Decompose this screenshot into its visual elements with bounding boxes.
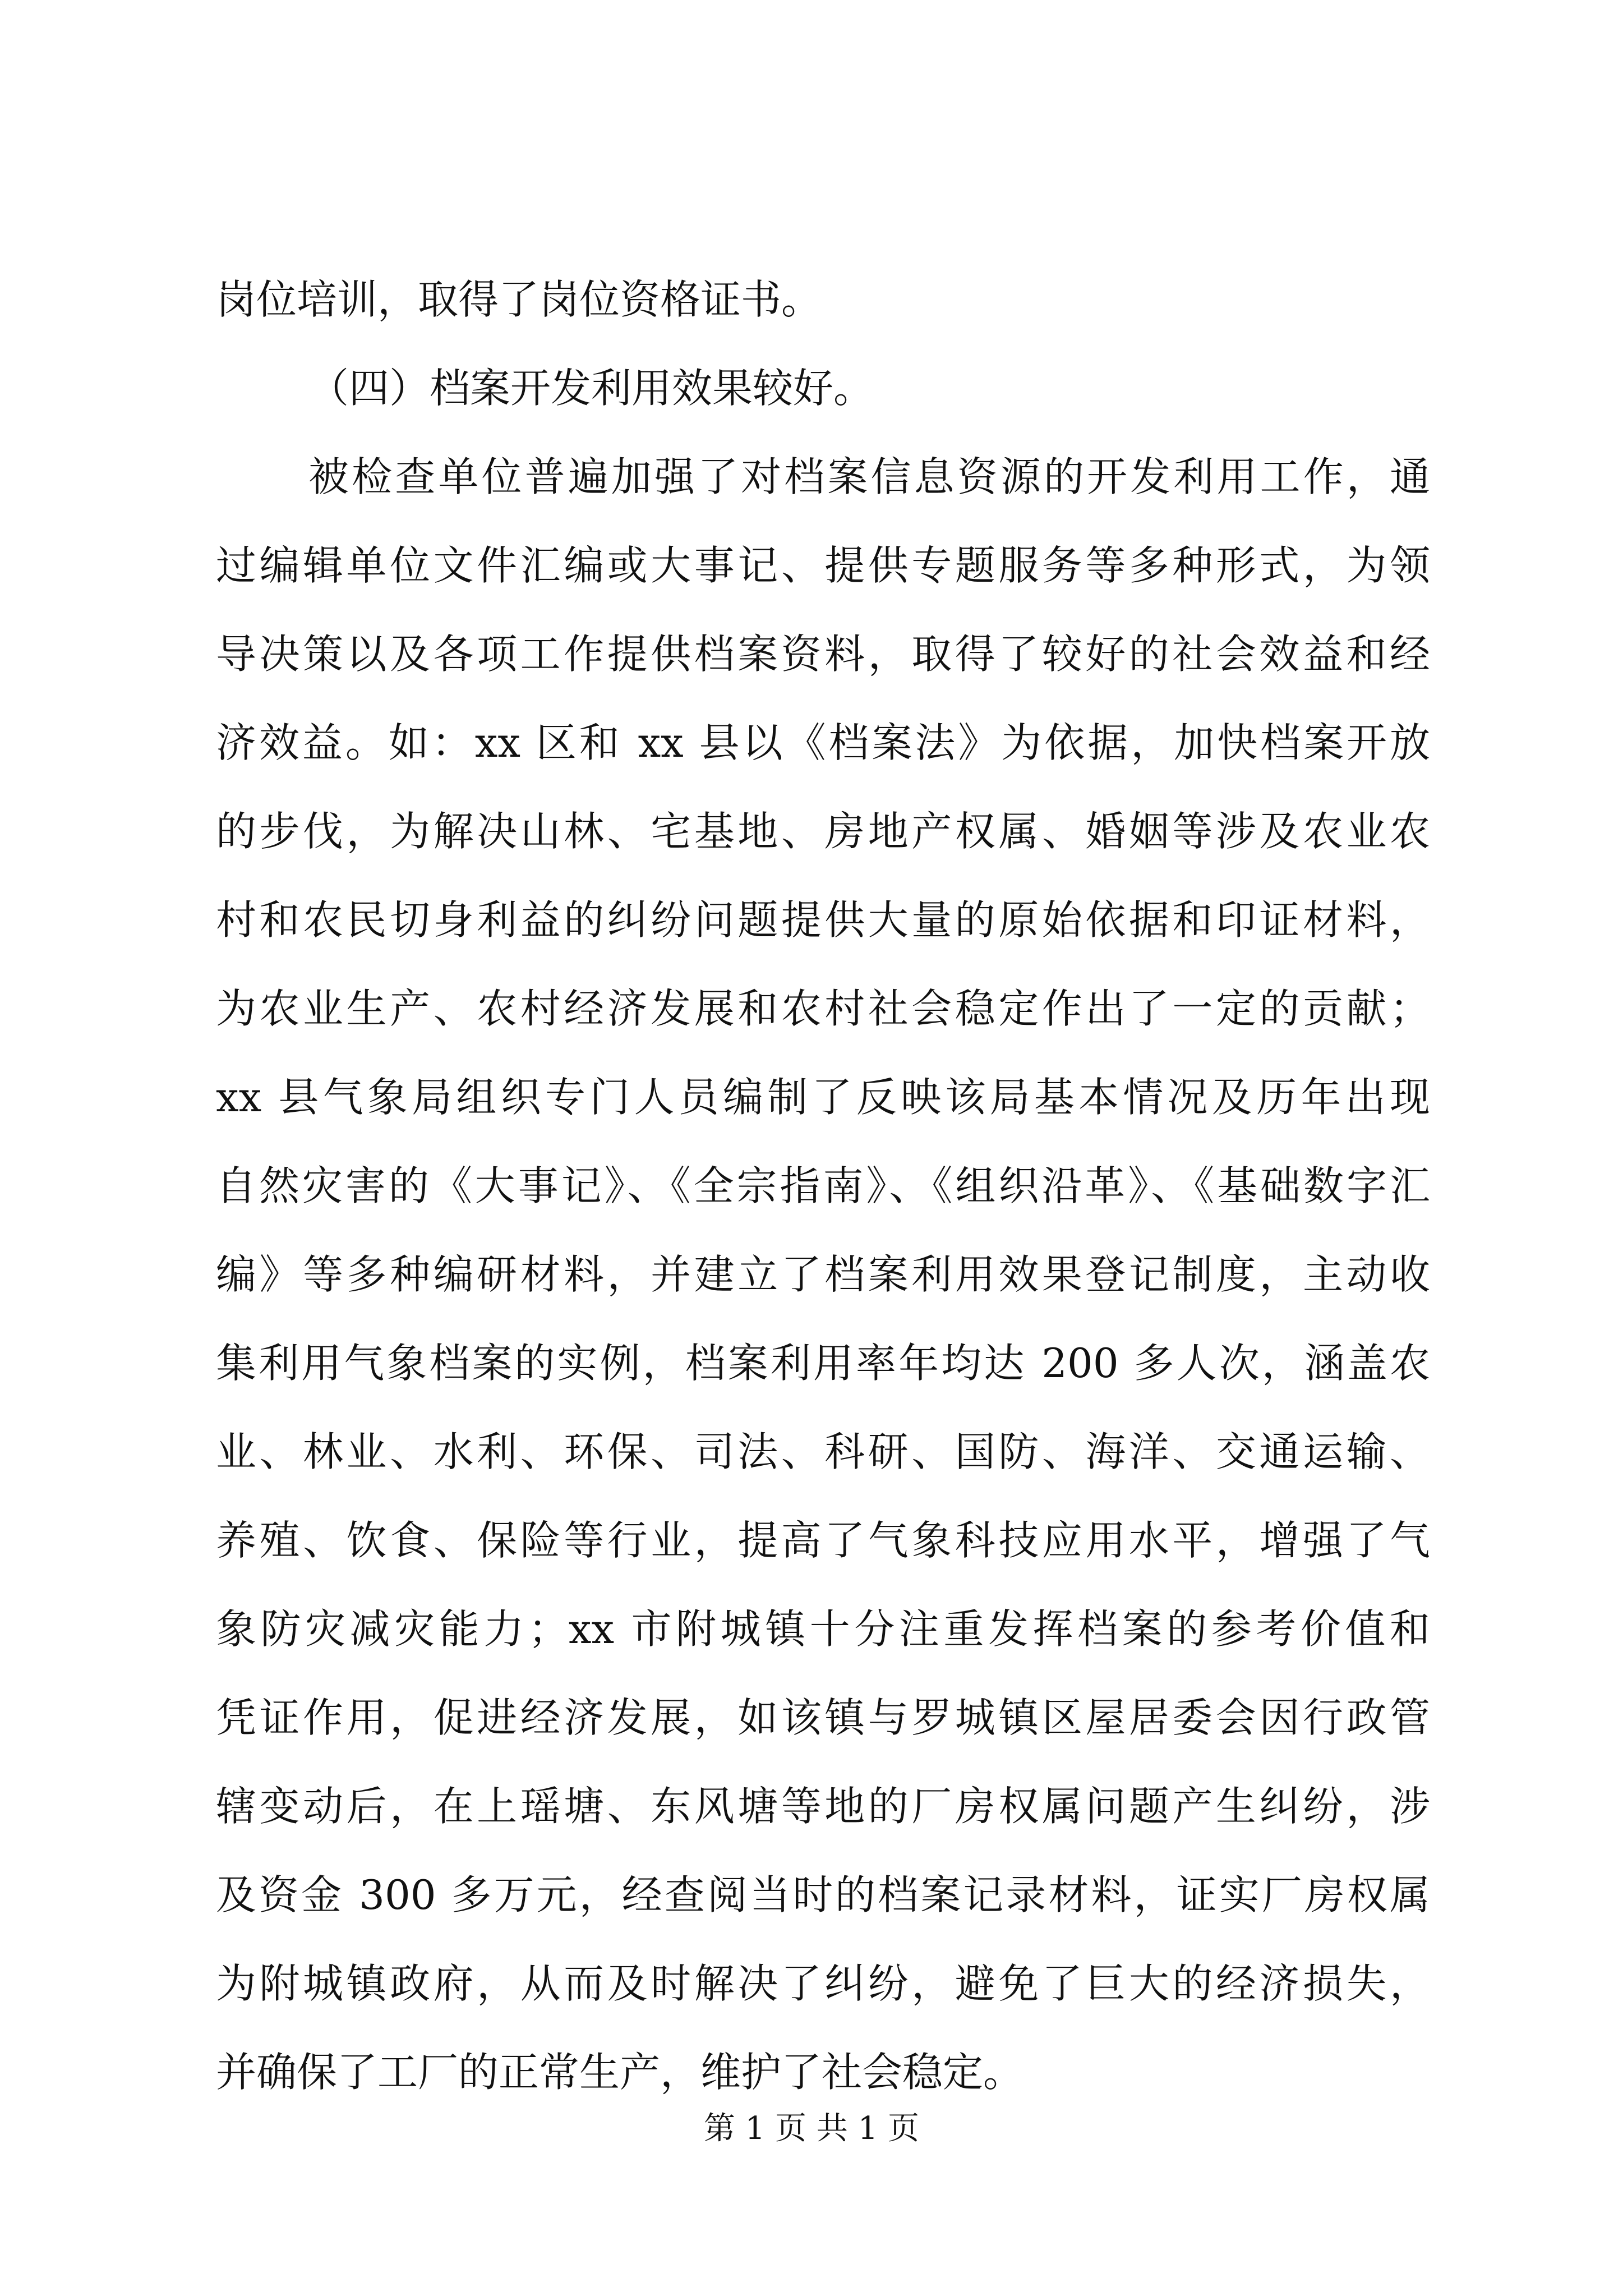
paragraph-first-line: 被检查单位普遍加强了对档案信息资源的开发利用工作，通 (308, 453, 1430, 500)
text-line: 养殖、饮食、保险等行业，提高了气象科技应用水平，增强了气 (216, 1517, 1430, 1564)
text-line: 集利用气象档案的实例，档案利用率年均达 200 多人次，涵盖农 (216, 1340, 1430, 1387)
text-line: xx 县气象局组织专门人员编制了反映该局基本情况及历年出现 (216, 1074, 1430, 1121)
text-line: 自然灾害的《大事记》、《全宗指南》、《组织沿革》、《基础数字汇 (216, 1162, 1430, 1209)
text-line: 过编辑单位文件汇编或大事记、提供专题服务等多种形式，为领 (216, 542, 1430, 589)
text-line-last: 并确保了工厂的正常生产，维护了社会稳定。 (216, 2049, 1024, 2096)
text-line: 岗位培训，取得了岗位资格证书。 (216, 276, 822, 323)
text-line: 凭证作用，促进经济发展，如该镇与罗城镇区屋居委会因行政管 (216, 1694, 1430, 1741)
text-line: 的步伐，为解决山林、宅基地、房地产权属、婚姻等涉及农业农 (216, 808, 1430, 855)
document-body (216, 255, 1430, 2116)
text-line: 象防灾减灾能力；xx 市附城镇十分注重发挥档案的参考价值和 (216, 1605, 1430, 1653)
text-line: 及资金 300 多万元，经查阅当时的档案记录材料，证实厂房权属 (216, 1871, 1430, 1918)
page-footer: 第 1 页 共 1 页 (703, 2110, 920, 2147)
text-line: 辖变动后，在上瑶塘、东风塘等地的厂房权属问题产生纠纷，涉 (216, 1783, 1430, 1830)
text-line: 业、林业、水利、环保、司法、科研、国防、海洋、交通运输、 (216, 1428, 1430, 1475)
text-line: 为附城镇政府，从而及时解决了纠纷，避免了巨大的经济损失， (216, 1960, 1430, 2007)
text-line: 村和农民切身利益的纠纷问题提供大量的原始依据和印证材料， (216, 896, 1430, 944)
text-line: 济效益。如：xx 区和 xx 县以《档案法》为依据，加快档案开放 (216, 719, 1430, 766)
text-line: 为农业生产、农村经济发展和农村社会稳定作出了一定的贡献； (216, 985, 1430, 1032)
text-line: 导决策以及各项工作提供档案资料，取得了较好的社会效益和经 (216, 631, 1430, 678)
text-line: 编》等多种编研材料，并建立了档案利用效果登记制度，主动收 (216, 1251, 1430, 1298)
section-heading: （四）档案开发利用效果较好。 (308, 365, 874, 412)
